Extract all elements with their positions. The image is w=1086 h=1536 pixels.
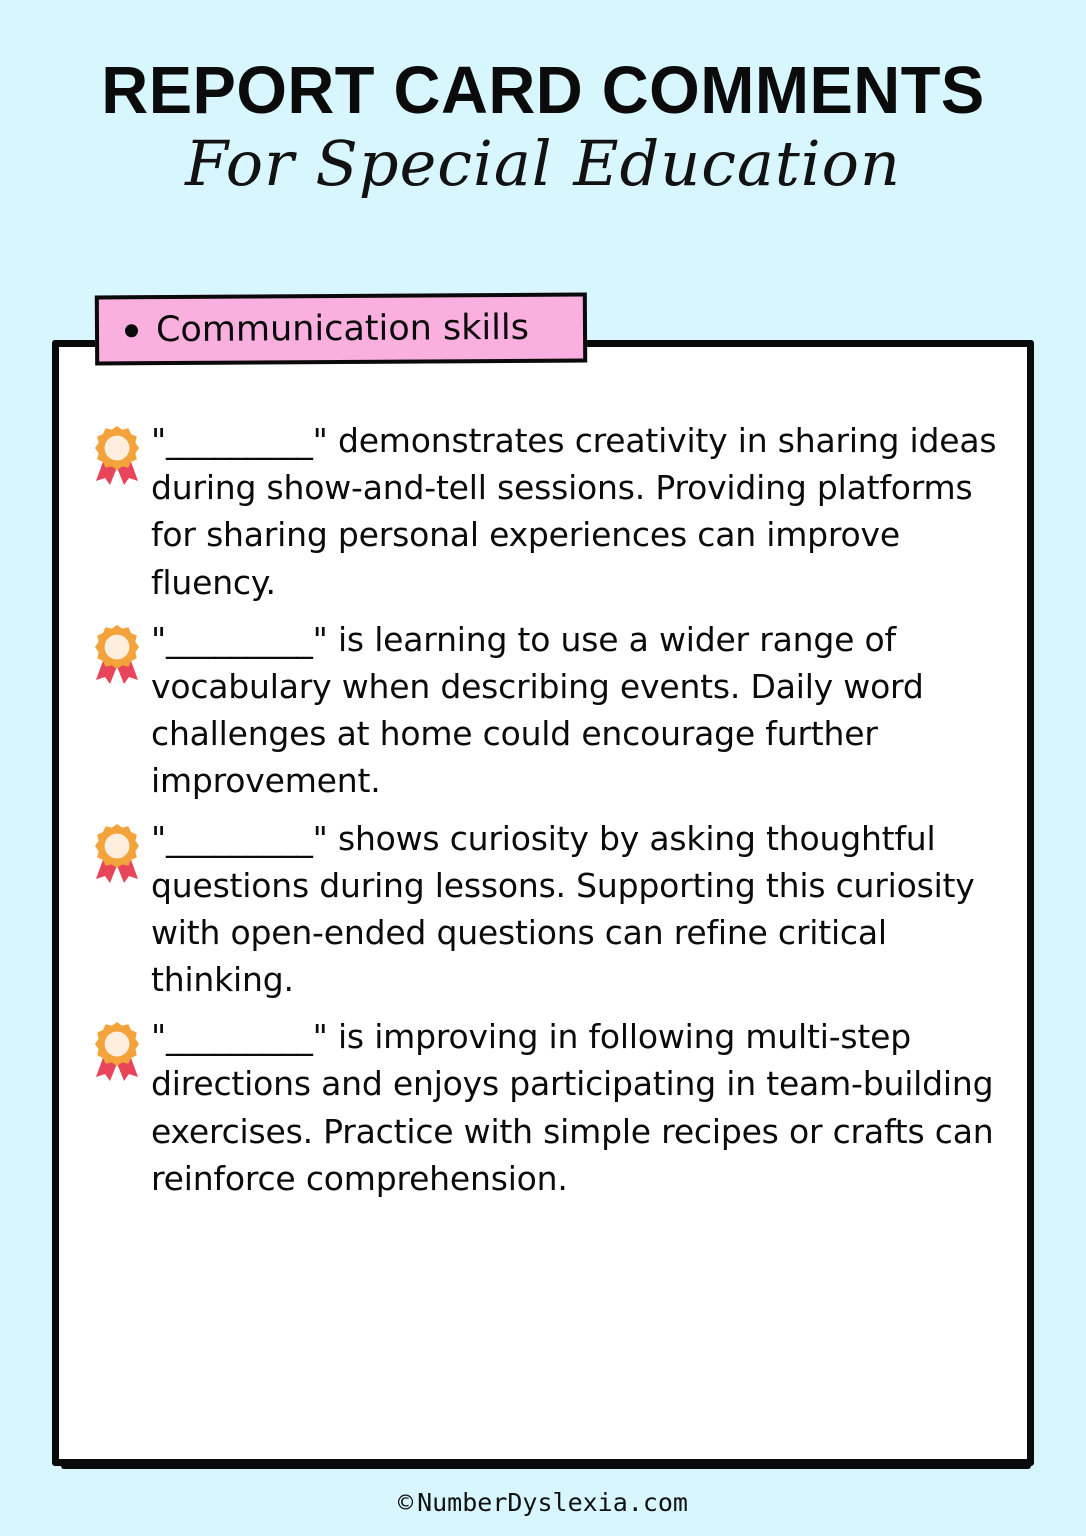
award-ribbon-icon: [89, 821, 145, 885]
list-item: [89, 1013, 1005, 1202]
comment-text: "_________" demonstrates creativity in sharing ideas during show-and-tell sessions. Providing platforms for sharing personal experiences can improve fluency.: [151, 421, 997, 602]
bullet-dot-icon: [125, 324, 138, 337]
list-item: [89, 417, 1005, 606]
list-item: [89, 616, 1005, 805]
page-header: [0, 0, 1086, 199]
comments-card: [52, 307, 1034, 1466]
award-ribbon-icon: [89, 622, 145, 686]
card-body: [52, 307, 1034, 1466]
section-tab-communication-skills[interactable]: [95, 292, 587, 365]
comment-text: "_________" shows curiosity by asking thoughtful questions during lessons. Supporting this curiosity with open-ended questions can refine critical thinking.: [151, 818, 975, 1000]
list-item: [89, 815, 1005, 1004]
comment-list: [89, 417, 1005, 1212]
award-ribbon-icon: [89, 423, 145, 487]
comment-text: "_________" is improving in following multi-step directions and enjoys participating in team-building exercises. Practice with simple recipes or crafts can reinforce comprehension.: [151, 1017, 994, 1198]
footer-attribution: [0, 1488, 1086, 1517]
award-ribbon-icon: [89, 1019, 145, 1083]
site-name: NumberDyslexia.com: [417, 1488, 688, 1517]
section-tab-label: Communication skills: [155, 307, 530, 350]
page-title: REPORT CARD COMMENTS: [101, 53, 985, 128]
copyright-icon: ©: [398, 1488, 414, 1517]
page-subtitle: For Special Education: [185, 127, 901, 201]
comment-text: "_________" is learning to use a wider range of vocabulary when describing events. Daily word challenges at home could encourage further improvement.: [151, 619, 924, 801]
